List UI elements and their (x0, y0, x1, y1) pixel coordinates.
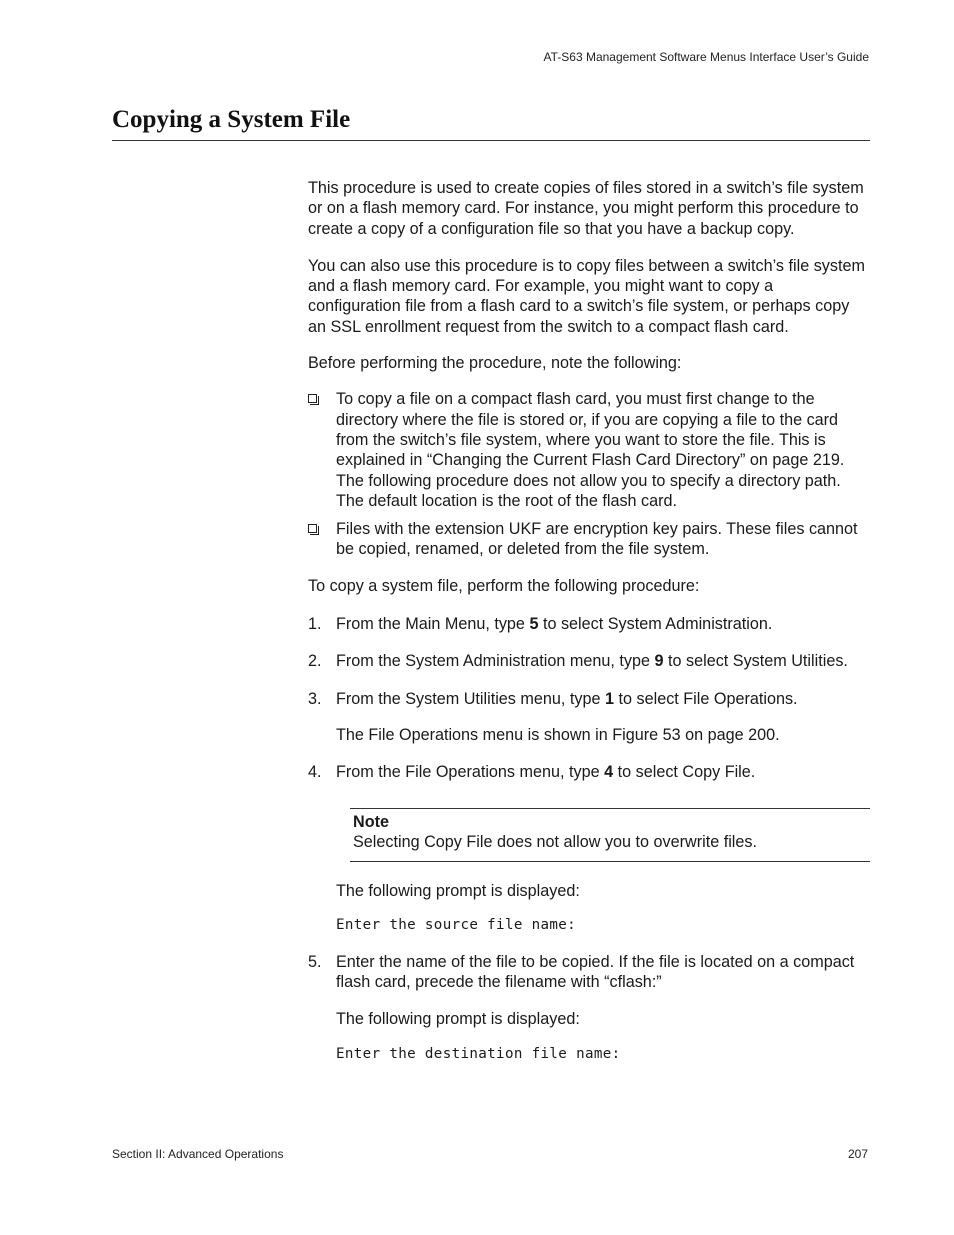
body-content (308, 178, 870, 1064)
step-number: 4. (308, 763, 322, 782)
step-key: 5 (529, 615, 539, 634)
step-number: 3. (308, 689, 322, 708)
code-prompt-source: Enter the source file name: (336, 917, 577, 934)
note-box (350, 808, 870, 863)
step-number: 1. (308, 615, 322, 634)
checkbox-bullet-icon (308, 394, 317, 403)
step-5 (308, 952, 870, 993)
step-number: 2. (308, 652, 322, 671)
intro-paragraph: This procedure is used to create copies of files stored in a switch’s file system or on a flash memory card. For instance, you might perform this procedure to create a copy of a configuration file so that you have a backup copy. (308, 179, 864, 238)
step-text: Enter the name of the file to be copied. If the file is located on a compact flash card, precede the filename with “cflash:” (336, 952, 855, 992)
step-2 (308, 651, 870, 671)
checkbox-bullet-icon (308, 524, 317, 533)
step-key: 1 (604, 689, 614, 708)
prerequisite-list (308, 389, 870, 559)
step-text-pre: From the Main Menu, type (336, 615, 530, 634)
procedure-steps (308, 614, 870, 782)
step-4 (308, 762, 870, 782)
footer-section: Section II: Advanced Operations (112, 1147, 284, 1161)
procedure-steps-continued (308, 952, 870, 993)
step-text-post: to select System Administration. (538, 615, 773, 634)
list-item-text: Files with the extension UKF are encryption key pairs. These files cannot be copied, renamed, or deleted from the file system. (336, 520, 858, 559)
prompt-intro: The following prompt is displayed: (336, 882, 580, 901)
step-text-pre: From the File Operations menu, type (336, 763, 605, 782)
step-3 (308, 689, 870, 746)
note-label: Note (353, 812, 389, 831)
procedure-intro: To copy a system file, perform the following procedure: (308, 576, 700, 595)
running-header: AT-S63 Management Software Menus Interface User’s Guide (543, 50, 869, 64)
step-text-post: to select System Utilities. (663, 652, 848, 671)
copy-between-paragraph: You can also use this procedure is to copy files between a switch’s file system and a flash memory card. For example, you might want to copy a configuration file from a flash card to a switch’s file system, or perhaps copy an SSL enrollment request from the switch to a compact flash card. (308, 256, 865, 336)
step-key: 4 (604, 763, 614, 782)
title-rule (112, 140, 870, 141)
step-text-post: to select File Operations. (614, 689, 798, 708)
step-text-post: to select Copy File. (613, 763, 756, 782)
step-subtext: The File Operations menu is shown in Figure 53 on page 200. (336, 725, 780, 744)
step-1 (308, 614, 870, 634)
note-text: Selecting Copy File does not allow you to overwrite files. (353, 832, 757, 851)
step-text-pre: From the System Utilities menu, type (336, 689, 605, 708)
before-note-paragraph: Before performing the procedure, note the following: (308, 354, 682, 373)
list-item-text: To copy a file on a compact flash card, you must first change to the directory where the file is stored or, if you are copying a file to the card from the switch’s file system, where you want to store the file. This is explained in “Changing the Current Flash Card Directory” on page 219. The following procedure does not allow you to specify a directory path. The default location is the root of the flash card. (336, 390, 845, 510)
prompt-intro: The following prompt is displayed: (336, 1010, 580, 1029)
list-item (308, 519, 870, 560)
list-item (308, 389, 870, 511)
code-prompt-destination: Enter the destination file name: (336, 1045, 621, 1062)
page-number: 207 (847, 1147, 868, 1161)
step-text-pre: From the System Administration menu, type (336, 652, 655, 671)
step-key: 9 (654, 652, 664, 671)
step-number: 5. (308, 952, 322, 971)
section-title: Copying a System File (112, 106, 351, 133)
